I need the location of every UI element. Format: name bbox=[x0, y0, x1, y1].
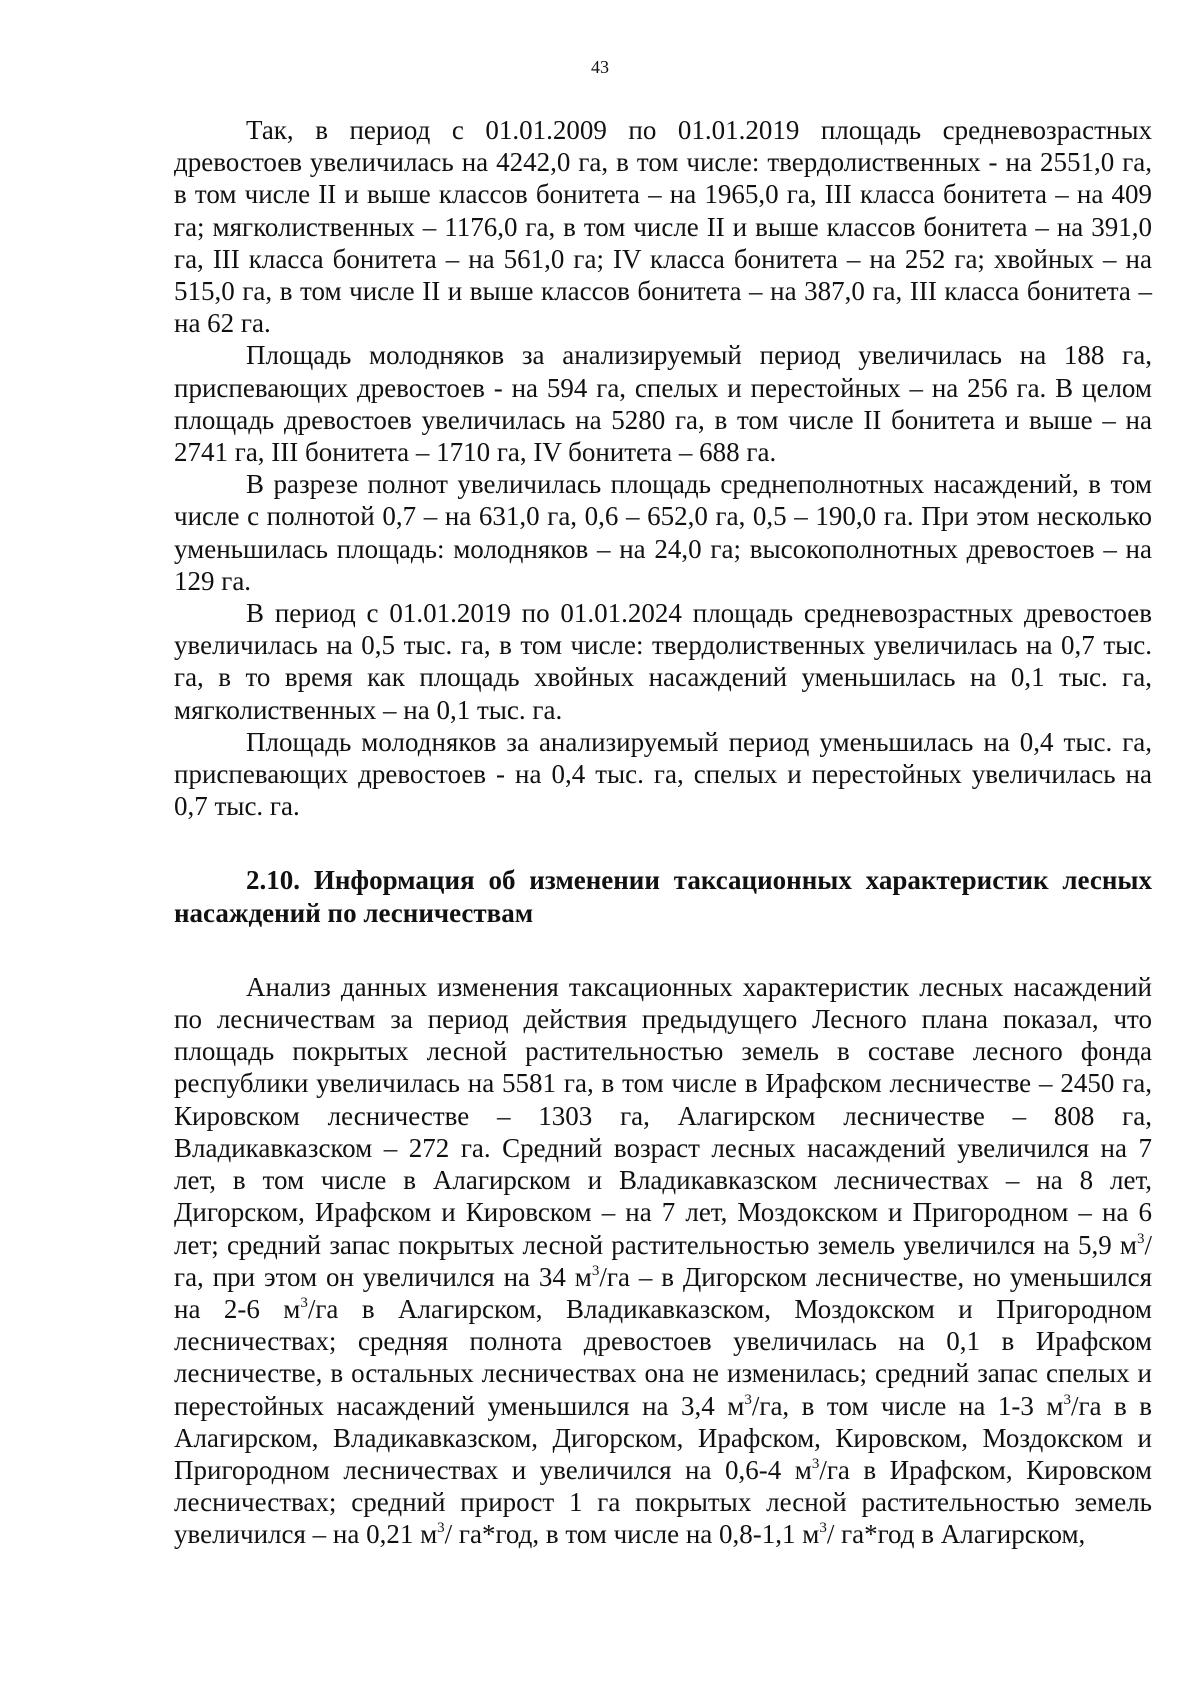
paragraph-2019-2024-middle-aged: В период с 01.01.2019 по 01.01.2024 площадь средневозрастных древостоев увеличилась на 0,5 тыс. га, в том числе: твердолиственных увеличилась на 0,7 тыс. га, в то время как площадь хвойных насаждений уменьшилась на 0,1 тыс. га, мягколиственных – на 0,1 тыс. га. bbox=[174, 598, 1152, 725]
page-content bbox=[174, 114, 1152, 1551]
superscript: 3 bbox=[300, 1294, 308, 1311]
text-run: /га, в том числе на 1-3 м bbox=[751, 1390, 1064, 1421]
text-run: /га в Ирафском, Кировском лесничествах; средний прирост 1 га покрытых лесной растительностью земель увеличился – на 0,21 м bbox=[174, 1454, 1152, 1550]
superscript: 3 bbox=[591, 1262, 600, 1279]
superscript: 3 bbox=[437, 1520, 445, 1537]
text-run: /га в в Алагирском, Владикавказском, Дигорском, Ирафском, Кировском, Моздокском и Пригородном лесничествах и увеличился на 0,6-4 м bbox=[174, 1390, 1152, 1485]
superscript: 3 bbox=[1063, 1391, 1071, 1408]
paragraph-young-stands-increase: Площадь молодняков за анализируемый период увеличилась на 188 га, приспевающих древостоев - на 594 га, спелых и перестойных – на 256 га. В целом площадь древостоев увеличилась на 5280 га, в том числе II бонитета и выше – на 2741 га, III бонитета – 1710 га, IV бонитета – 688 га. bbox=[174, 340, 1152, 468]
text-run: /га – в Дигорском лесничестве, но уменьшился на 2-6 м bbox=[174, 1261, 1152, 1324]
text-run: / га*год, в том числе на 0,8-1,1 м bbox=[444, 1519, 820, 1550]
superscript: 3 bbox=[819, 1520, 827, 1537]
text-run: / га*год в Алагирском, bbox=[826, 1519, 1086, 1550]
paragraph-density-classes: В разрезе полнот увеличилась площадь среднеполнотных насаждений, в том числе с полнотой 0,7 – на 631,0 га, 0,6 – 652,0 га, 0,5 – 190,0 га. При этом несколько уменьшилась площадь: молодняков – на 24,0 га; высокополнотных древостоев – на 129 га. bbox=[174, 469, 1152, 596]
spacer bbox=[174, 822, 1152, 864]
spacer bbox=[174, 929, 1152, 971]
text-run: /га в Алагирском, Владикавказском, Моздокском и Пригородном лесничествах; средняя полнота древостоев увеличилась на 0,1 в Ирафском лесничестве, в остальных лесничествах она не изменилась; средний запас спелых и перестойных насаждений уменьшился на 3,4 м bbox=[174, 1293, 1153, 1421]
page-number: 43 bbox=[591, 57, 609, 77]
paragraph-2009-2019-middle-aged: Так, в период с 01.01.2009 по 01.01.2019 площадь средневозрастных древостоев увеличилась на 4242,0 га, в том числе: твердолиственных - на 2551,0 га, в том числе II и выше классов бонитета – на 1965,0 га, III класса бонитета – на 409 га; мягколиственных – 1176,0 га, в том числе II и выше классов бонитета – на 391,0 га, III класса бонитета – на 561,0 га; IV класса бонитета – на 252 га; хвойных – на 515,0 га, в том числе II и выше классов бонитета – на 387,0 га, III класса бонитета – на 62 га. bbox=[174, 115, 1152, 339]
paragraph-young-stands-decrease: Площадь молодняков за анализируемый период уменьшилась на 0,4 тыс. га, приспевающих древостоев - на 0,4 тыс. га, спелых и перестойных увеличилась на 0,7 тыс. га. bbox=[174, 726, 1152, 822]
text-run: Анализ данных изменения таксационных характеристик лесных насаждений по лесничествам за период действия предыдущего Лесного плана показал, что площадь покрытых лесной растительностью земель в составе лесного фонда республики увеличилась на 5581 га, в том числе в Ирафском лесничестве – 2450 га, Кировском лесничестве – 1303 га, Алагирском лесничестве – 808 га, Владикавказском – 272 га. Средний возраст лесных насаждений увеличился на 7 лет, в том числе в Алагирском и Владикавказском лесничествах – на 8 лет, Дигорском, Ирафском и Кировском – на 7 лет, Моздокском и Пригородном – на 6 лет; средний запас покрытых лесной растительностью земель увеличился на 5,9 м bbox=[174, 971, 1152, 1260]
superscript: 3 bbox=[744, 1391, 752, 1408]
superscript: 3 bbox=[811, 1455, 820, 1472]
paragraph-forestry-analysis bbox=[174, 971, 1152, 1551]
superscript: 3 bbox=[1136, 1230, 1145, 1247]
text-run: /га, при этом он увеличился на 34 м bbox=[174, 1229, 1152, 1292]
section-heading: 2.10. Информация об изменении таксационных характеристик лесных насаждений по лесничествам bbox=[174, 865, 1152, 928]
